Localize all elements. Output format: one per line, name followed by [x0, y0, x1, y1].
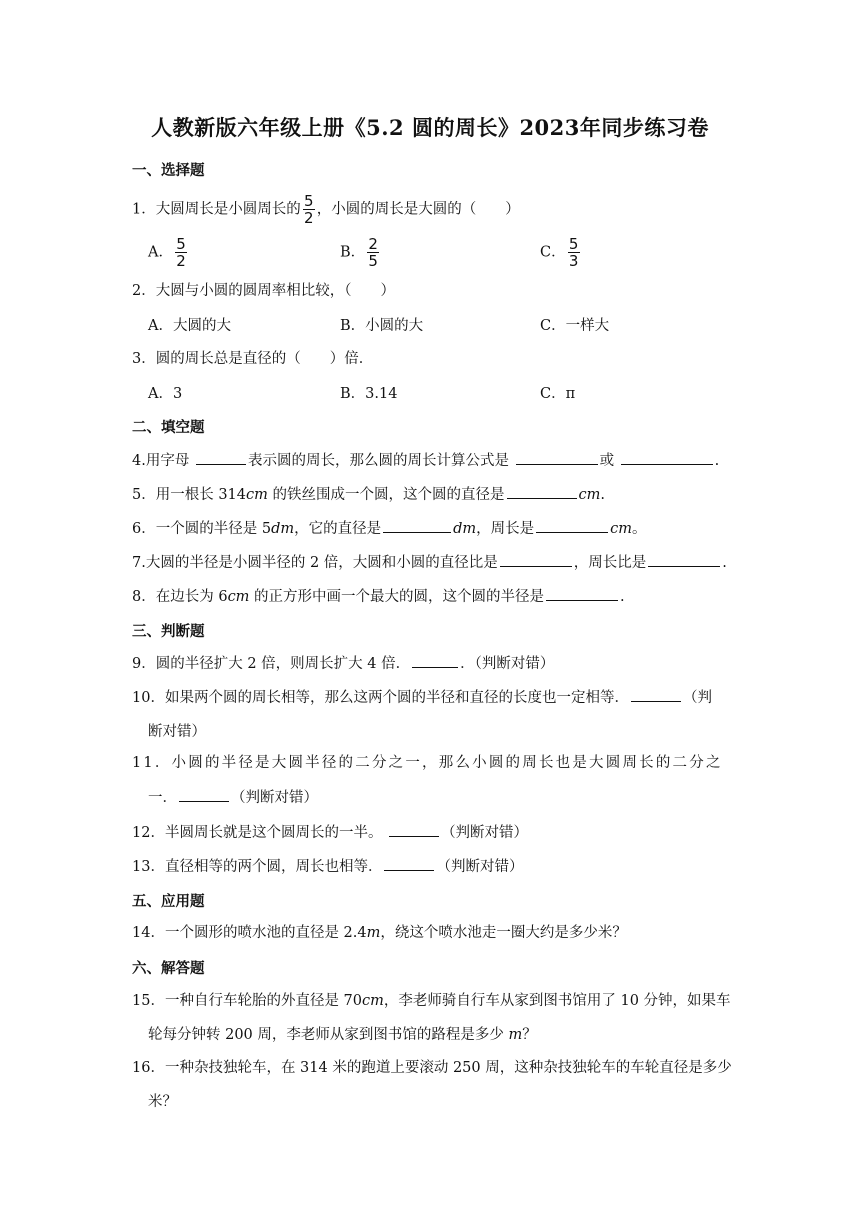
question-2: 2．大圆与小圆的圆周率相比较，（ ） [132, 283, 395, 299]
question-7: 7.大圆的半径是小圆半径的 2 倍，大圆和小圆的直径比是 ，周长比是 . [132, 552, 730, 573]
question-9: 9．圆的半径扩大 2 倍，则周长扩大 4 倍． ．（判断对错） [132, 653, 730, 674]
answer-blank[interactable] [516, 450, 598, 465]
question-15: 15．一种自行车轮胎的外直径是 70cm，李老师骑自行车从家到图书馆用了 10 分钟，如果车 轮每分钟转 200 周，李老师从家到图书馆的路程是多少 m？ [132, 993, 731, 1043]
question-4: 4.用字母 表示圆的周长，那么圆的周长计算公式是 或 . [132, 450, 730, 471]
q2-option-a: A．大圆的大 [148, 318, 231, 334]
question-8: 8．在边长为 6cm 的正方形中画一个最大的圆，这个圆的半径是 . [132, 586, 730, 607]
question-11: 11．小圆的半径是大圆半径的二分之一，那么小圆的周长也是大圆周长的二分之 一． （判断对错） [132, 755, 723, 806]
q2-option-b: B．小圆的大 [340, 318, 424, 334]
answer-blank[interactable] [546, 586, 618, 601]
q3-option-c: C．π [540, 386, 576, 402]
answer-blank[interactable] [389, 822, 439, 837]
answer-blank[interactable] [500, 552, 572, 567]
question-10: 10．如果两个圆的周长相等，那么这两个圆的半径和直径的长度也一定相等． （判 断对错） [132, 687, 730, 742]
answer-blank[interactable] [507, 484, 577, 499]
question-14: 14．一个圆形的喷水池的直径是 2.4m，绕这个喷水池走一圈大约是多少米？ [132, 925, 627, 941]
section-heading-fill: 二、填空题 [132, 419, 205, 436]
section-heading-judge: 三、判断题 [132, 623, 205, 640]
question-3: 3．圆的周长总是直径的（ ）倍． [132, 351, 374, 367]
fraction: $\frac{5}{2}$ [303, 192, 314, 227]
answer-blank[interactable] [648, 552, 720, 567]
q3-option-b: B．3.14 [340, 386, 398, 402]
answer-blank[interactable] [621, 450, 713, 465]
answer-blank[interactable] [412, 653, 458, 668]
answer-blank[interactable] [383, 518, 451, 533]
answer-blank[interactable] [179, 787, 229, 802]
q2-option-c: C．一样大 [540, 318, 610, 334]
question-5: 5．用一根长 314cm 的铁丝围成一个圆，这个圆的直径是 cm. [132, 484, 730, 505]
question-12: 12．半圆周长就是这个圆周长的一半。 （判断对错） [132, 822, 730, 843]
q1-option-c: C． $\frac{5}{3}$ [540, 235, 579, 270]
q1-option-b: B． $\frac{2}{5}$ [340, 235, 378, 270]
question-1: 1．大圆周长是小圆周长的 $\frac{5}{2}$ ，小圆的周长是大圆的（ ） [132, 192, 520, 227]
section-heading-choice: 一、选择题 [132, 162, 205, 179]
page-title: 人教新版六年级上册《5.2 圆的周长》2023年同步练习卷 [151, 115, 709, 140]
q1-option-a: A． $\frac{5}{2}$ [148, 235, 186, 270]
question-16: 16．一种杂技独轮车，在 314 米的跑道上要滚动 250 周，这种杂技独轮车的车轮直径是多少 米？ [132, 1060, 732, 1110]
section-heading-application: 五、应用题 [132, 893, 205, 910]
answer-blank[interactable] [536, 518, 608, 533]
answer-blank[interactable] [384, 856, 434, 871]
question-6: 6．一个圆的半径是 5dm，它的直径是 dm，周长是 cm。 [132, 518, 730, 539]
answer-blank[interactable] [631, 687, 681, 702]
question-13: 13．直径相等的两个圆，周长也相等． （判断对错） [132, 856, 730, 877]
answer-blank[interactable] [196, 450, 246, 465]
q3-option-a: A．3 [148, 386, 183, 402]
section-heading-solve: 六、解答题 [132, 960, 205, 977]
